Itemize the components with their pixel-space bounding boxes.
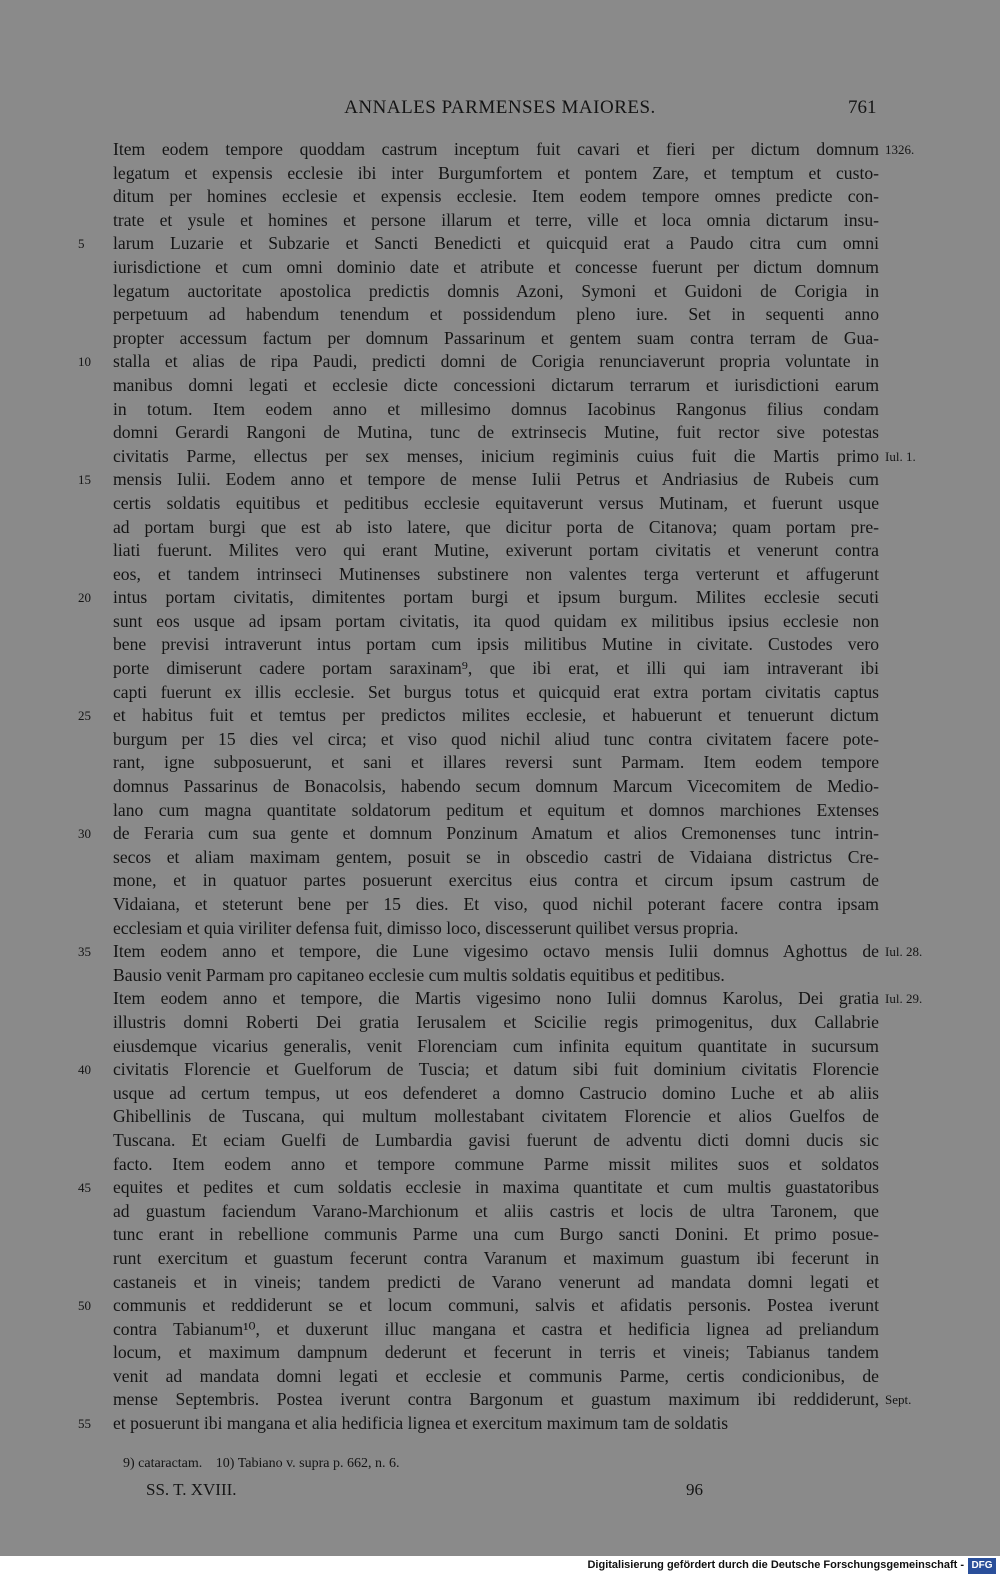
line-text: usque ad certum tempus, ut eos defenderet a domno Castrucio domino Luche et ab aliis <box>113 1082 879 1103</box>
line-text: perpetuum ad habendum tenendum et possidendum pleno iure. Set in sequenti anno <box>113 304 879 325</box>
line-text: propter accessum factum per domnum Passarinum et gentem suam contra terram de Gua- <box>113 327 879 348</box>
line-text: locum, et maximum dampnum dederunt et fecerunt in terris et vineis; Tabianus tandem <box>113 1342 879 1363</box>
line-text: equites et pedites et cum soldatis ecclesie in maxima quantitate et cum multis guastatoribus <box>113 1177 879 1198</box>
line-text: Item eodem tempore quoddam castrum inceptum fuit cavari et fieri per dictum domnum <box>113 139 879 159</box>
text-line <box>78 822 879 846</box>
text-line <box>113 1129 879 1153</box>
line-text: legatum et expensis ecclesie ibi inter Burgumfortem et pontem Zare, et temptum et custo- <box>113 162 879 183</box>
line-number: 55 <box>78 1416 91 1432</box>
text-line <box>113 563 879 587</box>
text-line <box>113 799 879 823</box>
text-line <box>113 1388 912 1412</box>
line-text: mensis Iulii. Eodem anno et tempore de mense Iulii Petrus et Andriasius de Rubeis cum <box>113 469 879 490</box>
line-number: 20 <box>78 590 91 606</box>
line-text: et posuerunt ibi mangana et alia hedificia lignea et exercitum maximum tam de soldatis <box>113 1413 729 1434</box>
margin-date: Iul. 28. <box>885 944 923 960</box>
line-text: ad portam burgi que est ab isto latere, que dicitur porta de Citanova; quam portam pre- <box>113 516 879 537</box>
line-text: intus portam civitatis, dimitentes portam burgi et ipsum burgum. Milites ecclesie secuti <box>113 587 879 608</box>
text-line <box>78 704 879 728</box>
line-number: 30 <box>78 826 91 842</box>
text-line <box>113 327 879 351</box>
text-line <box>113 987 923 1011</box>
line-text: Vidaiana, et steterunt bene per 15 dies. Et viso, quod nichil poterant facere contra ipsam <box>113 894 879 914</box>
line-text: Bausio venit Parmam pro capitaneo ecclesie cum multis soldatis equitibus et peditibus. <box>113 964 725 985</box>
line-text: lano cum magna quantitate soldatorum peditum et equitum et domnos marchiones Extenses <box>113 799 879 820</box>
text-line <box>78 1058 879 1082</box>
sheet-number: 96 <box>686 1480 703 1499</box>
line-text: de Feraria cum sua gente et domnum Ponzinum Amatum et alios Cremonenses tunc intrin- <box>113 823 879 844</box>
line-number: 25 <box>78 708 91 724</box>
line-text: ad guastum faciendum Varano-Marchionum et aliis castris et locis de ultra Taronem, que <box>113 1200 879 1221</box>
page-number: 761 <box>848 97 877 118</box>
line-text: ecclesiam et quia viriliter defensa fuit, dimisso loco, discesserunt quilibet versus propria. <box>113 917 739 938</box>
line-text: runt exercitum et guastum fecerunt contra Varanum et maximum guastum ibi fecerunt in <box>113 1247 879 1268</box>
text-line <box>113 1105 879 1129</box>
line-text: eos, et tandem intrinseci Mutinenses substinere non valentes terga verterunt et affugerunt <box>113 563 879 584</box>
line-text: certis soldatis equitibus et peditibus ecclesie equitaverunt versus Mutinam, et fuerunt usque <box>113 492 879 513</box>
line-text: civitatis Florencie et Guelforum de Tuscia; et datum sibi fuit dominium civitatis Florencie <box>113 1059 879 1080</box>
margin-date: Sept. <box>885 1392 912 1408</box>
line-number: 40 <box>78 1062 91 1078</box>
text-line <box>113 1271 879 1295</box>
line-text: capti fuerunt ex illis ecclesie. Set burgus totus et quicquid erat extra portam civitatis captus <box>113 681 879 702</box>
line-text: bene previsi intraverunt intus portam cum ipsis militibus Mutine in civitate. Custodes vero <box>113 634 879 655</box>
margin-date: 1326. <box>885 142 915 157</box>
text-line <box>78 1294 879 1318</box>
line-text: manibus domni legati et ecclesie dicte concessioni dictarum terrarum et iurisdictioni earum <box>113 374 879 395</box>
line-number: 50 <box>78 1298 91 1314</box>
text-line <box>78 350 879 374</box>
line-text: facto. Item eodem anno et tempore commune Parme missit milites suos et soldatos <box>113 1153 879 1174</box>
text-line <box>113 185 879 209</box>
running-title: ANNALES PARMENSES MAIORES. <box>344 97 656 118</box>
text-line <box>113 657 879 681</box>
funding-footer <box>0 1556 1000 1577</box>
text-line <box>113 681 879 705</box>
line-text: venit ad mandata domni legati et ecclesie et communis Parme, certis condicionibus, de <box>113 1365 879 1386</box>
text-line <box>113 374 879 398</box>
line-text: illustris domni Roberti Dei gratia Ierusalem et Scicilie regis primogenitus, dux Callabrie <box>113 1011 879 1032</box>
text-line <box>113 1011 879 1035</box>
text-line <box>113 1365 879 1389</box>
line-text: porte dimiserunt cadere portam saraxinam⁹, que ibi erat, et illi qui iam intraverant ibi <box>113 658 879 679</box>
line-text: communis et reddiderunt se et locum communi, salvis et afidatis personis. Postea iverunt <box>113 1295 879 1316</box>
text-line <box>78 586 879 610</box>
text-line <box>113 138 915 162</box>
line-text: mone, et in quatuor partes posuerunt exercitus eius contra et circum ipsum castrum de <box>113 870 879 891</box>
text-line <box>113 751 879 775</box>
text-line <box>113 516 879 540</box>
line-number: 15 <box>78 472 91 488</box>
text-line <box>113 209 879 233</box>
line-text: domni Gerardi Rangoni de Mutina, tunc de extrinsecis Mutine, fuit rector sive potestas <box>113 422 879 443</box>
body-text <box>78 138 923 1436</box>
text-line <box>113 633 879 657</box>
text-line <box>113 280 879 304</box>
line-number: 45 <box>78 1180 91 1196</box>
line-text: liati fuerunt. Milites vero qui erant Mutine, exiverunt portam civitatis et venerunt contra <box>113 540 879 561</box>
line-text: stalla et alias de ripa Paudi, predicti domni de Corigia renunciaverunt propria voluntate in <box>113 351 879 372</box>
line-text: mense Septembris. Postea iverunt contra Bargonum et guastum maximum ibi reddiderunt, <box>113 1389 879 1410</box>
text-line <box>113 1153 879 1177</box>
line-number: 5 <box>78 236 85 252</box>
line-text: domnus Passarinus de Bonacolsis, habendo secum domnum Marcum Vicecomitem de Medio- <box>113 776 879 797</box>
text-line <box>78 468 879 492</box>
text-line <box>78 232 879 256</box>
line-text: et habitus fuit et temtus per predictos milites ecclesie, et habuerunt et tenuerunt dictum <box>113 705 879 726</box>
margin-date: Iul. 29. <box>885 991 923 1007</box>
line-text: contra Tabianum¹⁰, et duxerunt illuc mangana et castra et hedificia lignea ad preliandum <box>113 1318 879 1339</box>
text-line <box>113 1247 879 1271</box>
text-line <box>113 256 879 280</box>
text-line <box>113 1318 879 1342</box>
text-line <box>78 940 923 964</box>
text-line <box>78 1176 879 1200</box>
margin-date: Iul. 1. <box>885 448 916 464</box>
line-text: Tuscana. Et eciam Guelfi de Lumbardia gavisi fuerunt de adventu dicti domni ducis sic <box>113 1129 879 1150</box>
text-line <box>113 539 879 563</box>
text-line <box>113 846 879 870</box>
line-number: 35 <box>78 944 91 960</box>
line-text: iurisdictione et cum omni dominio date et atribute et concesse fuerunt per dictum domnum <box>113 256 879 277</box>
text-line <box>78 1412 879 1436</box>
text-line <box>113 1035 879 1059</box>
line-text: larum Luzarie et Subzarie et Sancti Benedicti et quicquid erat a Paudo citra cum omni <box>113 233 879 254</box>
signature-mark: SS. T. XVIII. <box>146 1480 237 1499</box>
line-number: 10 <box>78 354 91 370</box>
line-text: burgum per 15 dies vel circa; et viso quod nichil aliud tunc contra civitatem facere pote- <box>113 728 879 749</box>
line-text: eiusdemque vicarius generalis, venit Florenciam cum infinita equitum quantitate in sucursum <box>113 1035 879 1056</box>
text-line <box>113 728 879 752</box>
funding-note: Digitalisierung gefördert durch die Deutsche Forschungsgemeinschaft - <box>587 1559 964 1571</box>
text-line <box>113 162 879 186</box>
text-line <box>113 964 879 988</box>
line-text: Ghibellinis de Tuscana, qui multum mollestabant civitatem Florencie et alios Guelfos de <box>113 1106 879 1127</box>
line-text: civitatis Parme, ellectus per sex menses, inicium regiminis cuius fuit die Martis primo <box>113 445 879 466</box>
text-line <box>113 1200 879 1224</box>
footnote-10: 10) Tabiano v. supra p. 662, n. 6. <box>215 1456 400 1471</box>
text-line <box>113 610 879 634</box>
text-line <box>113 445 916 469</box>
line-text: Item eodem anno et tempore, die Lune vigesimo octavo mensis Iulii domnus Aghottus de <box>113 941 879 962</box>
line-text: castaneis et in vineis; tandem predicti de Varano venerunt ad mandata domni legati et <box>113 1271 879 1292</box>
text-line <box>113 492 879 516</box>
line-text: trate et ysule et homines et persone illarum et terre, ville et loca omnia dictarum insu- <box>113 209 879 230</box>
text-line <box>113 398 879 422</box>
text-line <box>113 917 879 941</box>
line-text: Item eodem anno et tempore, die Martis vigesimo nono Iulii domnus Karolus, Dei gratia <box>113 988 879 1009</box>
footnote-9: 9) cataractam. <box>123 1456 203 1471</box>
line-text: sunt eos usque ad ipsam portam civitatis, ita quod quidam ex militibus ipsius ecclesie non <box>113 610 879 631</box>
line-text: secos et aliam maximam gentem, posuit se in obscedio castri de Vidaiana districtus Cre- <box>113 846 879 867</box>
line-text: rant, igne subposuerunt, et sani et illares reversi sunt Parmam. Item eodem tempore <box>113 752 879 773</box>
dfg-logo: DFG <box>968 1558 996 1574</box>
line-text: legatum auctoritate apostolica predictis domnis Azoni, Symoni et Guidoni de Corigia in <box>113 280 879 301</box>
text-line <box>113 421 879 445</box>
text-line <box>113 1082 879 1106</box>
text-line <box>113 869 879 893</box>
text-line <box>113 775 879 799</box>
footnotes <box>123 1456 410 1472</box>
text-line <box>113 303 879 327</box>
line-text: tunc erant in rebellione communis Parme una cum Burgo sancti Donini. Et primo posue- <box>113 1224 879 1245</box>
line-text: in totum. Item eodem anno et millesimo domnus Iacobinus Rangonus filius condam <box>113 398 879 419</box>
text-line <box>113 1223 879 1247</box>
line-text: ditum per homines ecclesie et expensis ecclesie. Item eodem tempore omnes predicte con- <box>113 186 879 207</box>
text-line <box>113 1341 879 1365</box>
text-line <box>113 893 879 917</box>
